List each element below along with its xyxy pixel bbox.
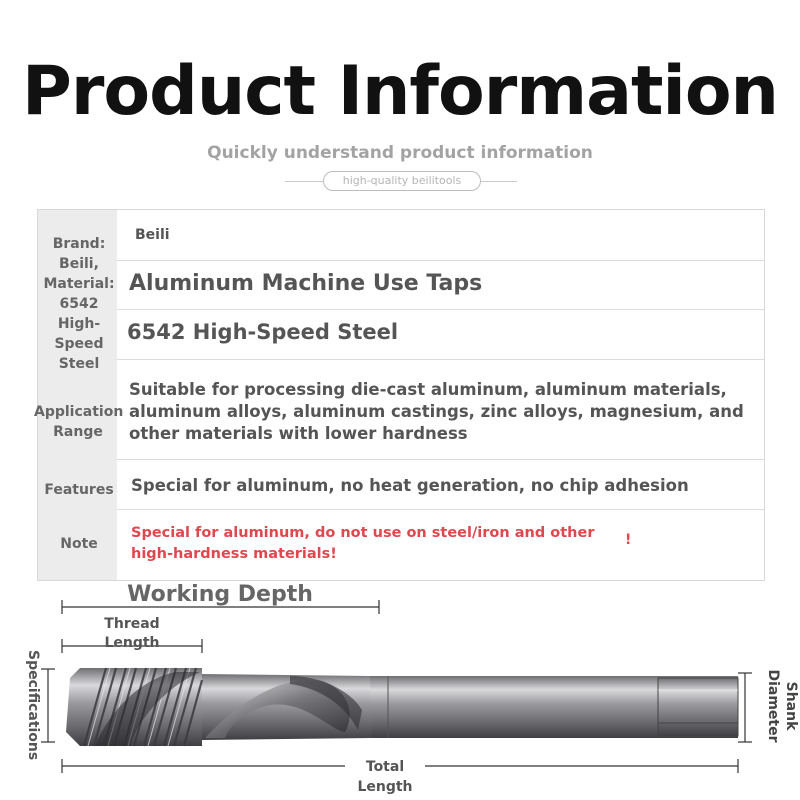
tap-square-end	[658, 678, 738, 736]
features-label: Features	[44, 482, 114, 498]
brand-value: Beili	[135, 227, 170, 243]
total-length-label	[345, 757, 425, 797]
label-line: Steel	[58, 356, 100, 372]
note-row	[117, 510, 764, 579]
shank-diameter-label	[764, 666, 800, 746]
material-value: 6542 High-Speed Steel	[127, 320, 399, 344]
features-value: Special for aluminum, no heat generation, no chip adhesion	[131, 476, 689, 495]
specifications-dimension	[41, 669, 55, 742]
brand-material-label	[38, 234, 120, 374]
label-line: Shank	[783, 681, 799, 731]
label-line: High-Speed	[54, 316, 104, 352]
application-line: aluminum alloys, aluminum castings, zinc alloys, magnesium, and	[129, 402, 744, 421]
note-value	[131, 523, 594, 565]
note-label: Note	[60, 536, 98, 552]
note-line: high-hardness materials!	[131, 546, 337, 562]
tagline-pill: high-quality beilitools	[323, 171, 481, 191]
label-line: 6542	[59, 296, 99, 312]
label-line: Thread	[104, 616, 160, 632]
working-depth-label: Working Depth	[127, 582, 313, 607]
label-line: Length	[357, 779, 413, 795]
tap-diagram	[0, 580, 800, 800]
product-name-value: Aluminum Machine Use Taps	[129, 271, 483, 296]
thread-length-label	[92, 615, 172, 653]
specifications-label: Specifications	[25, 650, 41, 761]
label-line: Range	[53, 424, 103, 440]
label-line: Length	[104, 635, 160, 651]
brand-row	[117, 210, 764, 261]
application-label	[34, 402, 122, 442]
note-line: Special for aluminum, do not use on steel/iron and other	[131, 525, 595, 541]
application-row	[117, 360, 764, 460]
product-name-row	[117, 261, 764, 310]
material-row	[117, 310, 764, 360]
application-line: Suitable for processing die-cast aluminum, aluminum materials,	[129, 380, 727, 399]
features-row	[117, 460, 764, 510]
label-line: Material:	[43, 276, 115, 292]
note-warning-mark: !	[625, 532, 632, 548]
page-subtitle: Quickly understand product information	[207, 143, 593, 163]
label-line: Beili,	[59, 256, 99, 272]
tagline-decoration	[285, 170, 517, 192]
application-value	[129, 379, 744, 445]
label-line: Diameter	[765, 669, 781, 743]
label-line: Total	[365, 759, 405, 775]
page-title: Product Information	[22, 52, 778, 131]
application-line: other materials with lower hardness	[129, 424, 468, 443]
shank-diameter-dimension	[738, 673, 752, 742]
label-line: Application	[34, 404, 124, 420]
label-line: Brand:	[52, 236, 106, 252]
product-info-table	[34, 209, 765, 581]
